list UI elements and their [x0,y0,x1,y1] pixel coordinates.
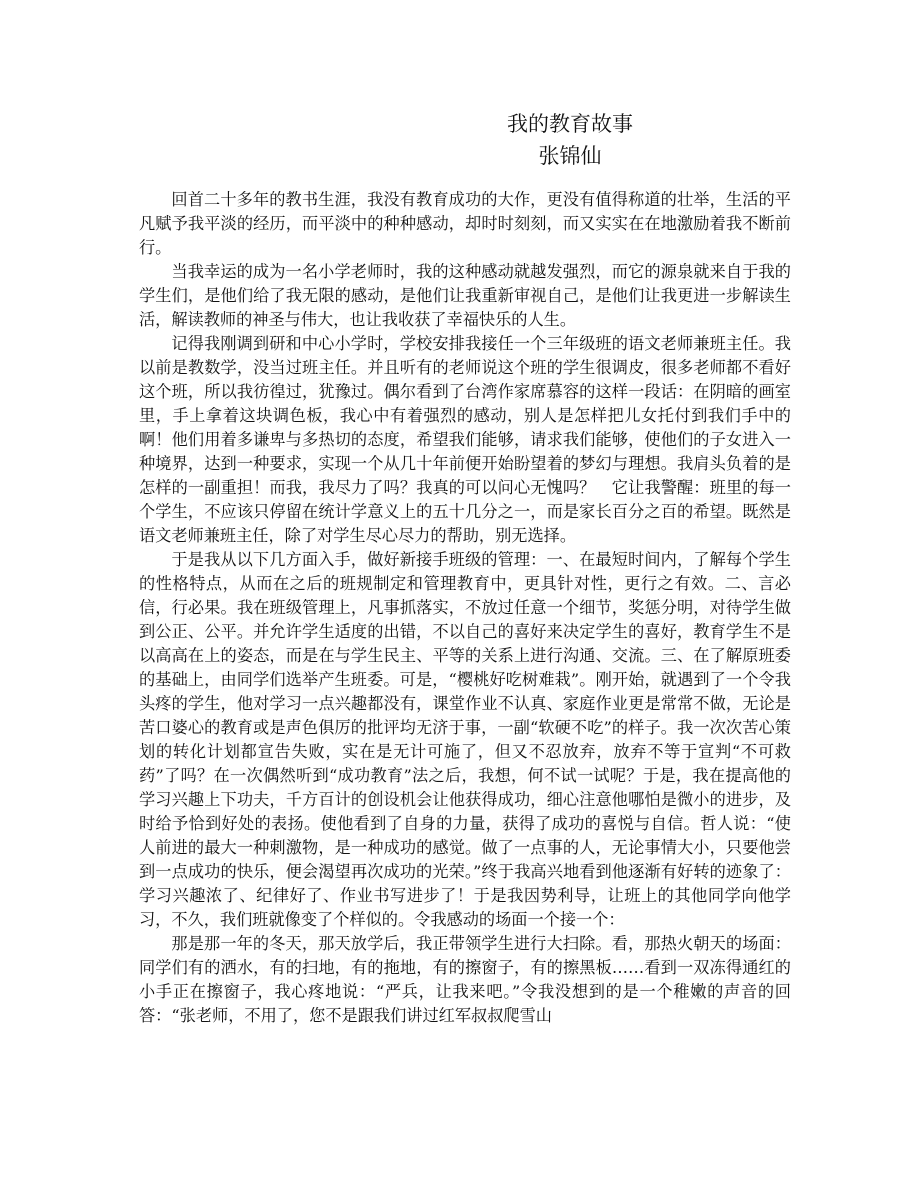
paragraph: 于是我从以下几方面入手，做好新接手班级的管理：一、在最短时间内，了解每个学生的性格特点，从而在之后的班规制定和管理教育中，更具针对性，更行之有效。二、言必信，行必果。我在班级管理上，凡事抓落实，不放过任意一个细节，奖惩分明，对待学生做到公正、公平。并允许学生适度的出错，不以自己的喜好来决定学生的喜好，教育学生不是以高高在上的姿态，而是在与学生民主、平等的关系上进行沟通、交流。三、在了解原班委的基础上，由同学们选举产生班委。可是，“樱桃好吃树难栽”。刚开始，就遇到了一个令我头疼的学生，他对学习一点兴趣都没有，课堂作业不认真、家庭作业更是常常不做，无论是苦口婆心的教育或是声色俱厉的批评均无济于事，一副“软硬不吃”的样子。我一次次苦心策划的转化计划都宣告失败，实在是无计可施了，但又不忍放弃，放弃不等于宣判“不可救药”了吗？在一次偶然听到“成功教育”法之后，我想，何不试一试呢？于是，我在提高他的学习兴趣上下功夫，千方百计的创设机会让他获得成功，细心注意他哪怕是微小的进步，及时给予恰到好处的表扬。使他看到了自身的力量，获得了成功的喜悦与自信。哲人说：“使人前进的最大一种刺激物，是一种成功的感觉。做了一点事的人，无论事情大小，只要他尝到一点成功的快乐，便会渴望再次成功的光荣。”终于我高兴地看到他逐渐有好转的迹象了：学习兴趣浓了、纪律好了、作业书写进步了！于是我因势利导，让班上的其他同学向他学习，不久，我们班就像变了个样似的。令我感动的场面一个接一个： [139,550,791,929]
document-body [139,188,791,1028]
paragraph: 那是那一年的冬天，那天放学后，我正带领学生进行大扫除。看，那热火朝天的场面：同学们有的洒水，有的扫地，有的拖地，有的擦窗子，有的擦黑板……看到一双冻得通红的小手正在擦窗子，我心疼地说：“严兵，让我来吧。”令我没想到的是一个稚嫩的声音的回答：“张老师，不用了，您不是跟我们讲过红军叔叔爬雪山 [139,934,791,1025]
paragraph: 记得我刚调到研和中心小学时，学校安排我接任一个三年级班的语文老师兼班主任。我以前是教数学，没当过班主任。并且听有的老师说这个班的学生很调皮，很多老师都不看好这个班，所以我彷徨过，犹豫过。偶尔看到了台湾作家席慕容的这样一段话：在阴暗的画室里，手上拿着这块调色板，我心中有着强烈的感动，别人是怎样把儿女托付到我们手中的啊！他们用着多谦卑与多热切的态度，希望我们能够，请求我们能够，使他们的子女进入一种境界，达到一种要求，实现一个从几十年前便开始盼望着的梦幻与理想。我肩头负着的是怎样的一副重担！而我，我尽力了吗？我真的可以问心无愧吗？ 它让我警醒：班里的每一个学生，不应该只停留在统计学意义上的五十几分之一，而是家长百分之百的希望。既然是语文老师兼班主任，除了对学生尽心尽力的帮助，别无选择。 [139,334,791,545]
document-title: 我的教育故事 [507,112,633,136]
paragraph: 回首二十多年的教书生涯，我没有教育成功的大作，更没有值得称道的壮举，生活的平凡赋予我平淡的经历，而平淡中的种种感动，却时时刻刻，而又实实在在地激励着我不断前行。 [139,190,791,257]
document-author: 张锦仙 [538,144,602,168]
paragraph: 当我幸运的成为一名小学老师时，我的这种感动就越发强烈，而它的源泉就来自于我的学生们，是他们给了我无限的感动，是他们让我重新审视自己，是他们让我更进一步解读生活，解读教师的神圣与伟大，也让我收获了幸福快乐的人生。 [139,262,791,329]
title-block [340,108,800,172]
